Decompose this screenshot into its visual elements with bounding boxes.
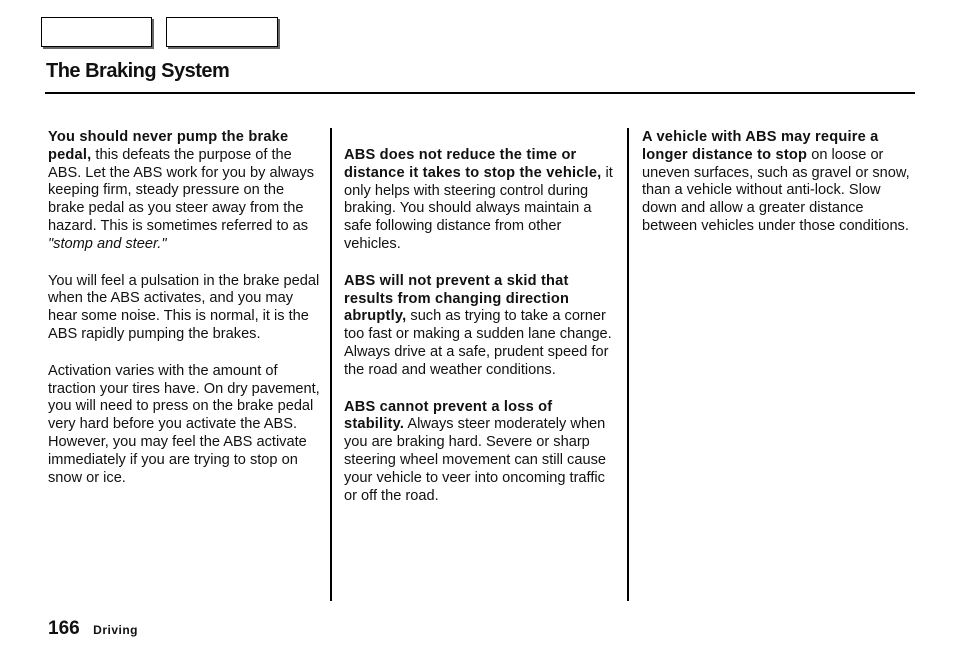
title-divider [45, 92, 915, 94]
column-divider [627, 128, 629, 601]
next-page-button[interactable] [166, 17, 278, 47]
paragraph-body: Activation varies with the amount of traction your tires have. On dry pavement, you will need to press on the brake pedal very hard before you activate the ABS. However, you may feel the ABS activate immediately if you are trying to stop on snow or ice. [48, 362, 320, 486]
paragraph-body: You will feel a pulsation in the brake pedal when the ABS activates, and you may hear some noise. This is normal, it is the ABS rapidly pumping the brakes. [48, 272, 320, 342]
column-divider [330, 128, 332, 601]
paragraph [344, 399, 616, 506]
paragraph-lead: ABS does not reduce the time or distance it takes to stop the vehicle, [344, 147, 602, 181]
paragraph-lead: ABS cannot prevent a loss of stability. [344, 398, 553, 433]
paragraph-body: such as trying to take a corner too fast or making a sudden lane change. Always drive at a safe, prudent speed for the road and weather conditions. [344, 308, 612, 378]
paragraph-lead: You should never pump the brake pedal, [48, 129, 289, 163]
section-name: Driving [93, 623, 138, 637]
previous-page-button[interactable] [41, 17, 152, 47]
text-column-1 [48, 129, 324, 506]
paragraph-lead: A vehicle with ABS may require a longer distance to stop [642, 129, 879, 163]
paragraph-lead: ABS will not prevent a skid that results from changing direction abruptly, [344, 272, 570, 325]
paragraph [48, 129, 324, 254]
text-column-2 [344, 147, 616, 524]
paragraph [642, 129, 914, 236]
paragraph-body: this defeats the purpose of the ABS. Let the ABS work for you by always keeping firm, steady pressure on the brake pedal as you steer away from the hazard. This is sometimes referred to as [48, 146, 315, 234]
paragraph-body: Always steer moderately when you are braking hard. Severe or sharp steering wheel movement can still cause your vehicle to veer into oncoming traffic or off the road. [344, 416, 607, 504]
paragraph [48, 363, 324, 488]
text-column-3 [642, 129, 914, 255]
paragraph [344, 273, 616, 380]
paragraph-body: on loose or uneven surfaces, such as gravel or snow, than a vehicle without anti-lock. Slow down and allow a greater distance between vehicles under those conditions. [642, 146, 910, 234]
page-title: The Braking System [46, 60, 230, 82]
paragraph [344, 147, 616, 254]
paragraph-body: it only helps with steering control during braking. You should always maintain a safe following distance from other vehicles. [344, 164, 613, 252]
paragraph [48, 273, 324, 344]
page-footer [48, 618, 138, 640]
paragraph-quote: "stomp and steer." [48, 235, 167, 252]
page-number: 166 [48, 618, 80, 639]
